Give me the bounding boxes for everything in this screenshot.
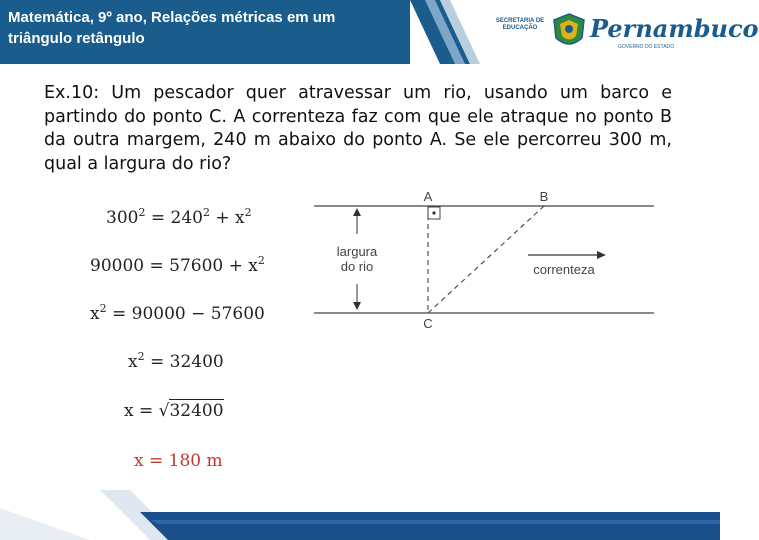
equation-step-2: $90000 = 57600 + x^2$ — [90, 254, 265, 276]
header-stripes-decoration — [380, 0, 490, 64]
equation-step-5: x = √32400 — [124, 401, 224, 421]
segment-cb — [428, 206, 544, 313]
current-label: correnteza — [533, 262, 595, 277]
width-label-line1: largura — [336, 244, 378, 259]
step1-lhs: 300 — [106, 208, 139, 228]
secretaria-label: SECRETARIA DE EDUCAÇÃO — [495, 18, 545, 31]
equation-result: x = 180 m — [134, 451, 223, 471]
header — [0, 0, 759, 64]
point-b-label: B — [539, 189, 549, 204]
problem-statement: Ex.10: Um pescador quer atravessar um rio, usando um barco e partindo do ponto C. A correnteza faz com que ele atraque no ponto B da outra margem, 240 m abaixo do ponto A. Se ele percorreu 300 m, qual a largura do rio? — [44, 83, 672, 174]
logo-area — [490, 6, 759, 58]
point-c-label: C — [423, 316, 433, 331]
state-coat-of-arms-icon — [552, 12, 586, 52]
current-arrow-head — [597, 251, 606, 259]
state-logo-text: Pernambuco — [590, 14, 759, 43]
state-logo-subtitle: GOVERNO DO ESTADO — [618, 44, 675, 50]
equation-step-3: $x^2 = 90000 - 57600$ — [90, 302, 265, 324]
width-label-line2: do rio — [340, 259, 374, 274]
equation-step-1: $300^2 = 240^2 + x^2$ — [106, 206, 252, 228]
river-diagram — [300, 186, 660, 336]
page-title: Matemática, 9º ano, Relações métricas em um triângulo retângulo — [8, 9, 336, 47]
equation-step-4: $x^2 = 32400$ — [128, 350, 224, 372]
point-a-label: A — [423, 189, 433, 204]
footer-decoration — [0, 490, 720, 540]
